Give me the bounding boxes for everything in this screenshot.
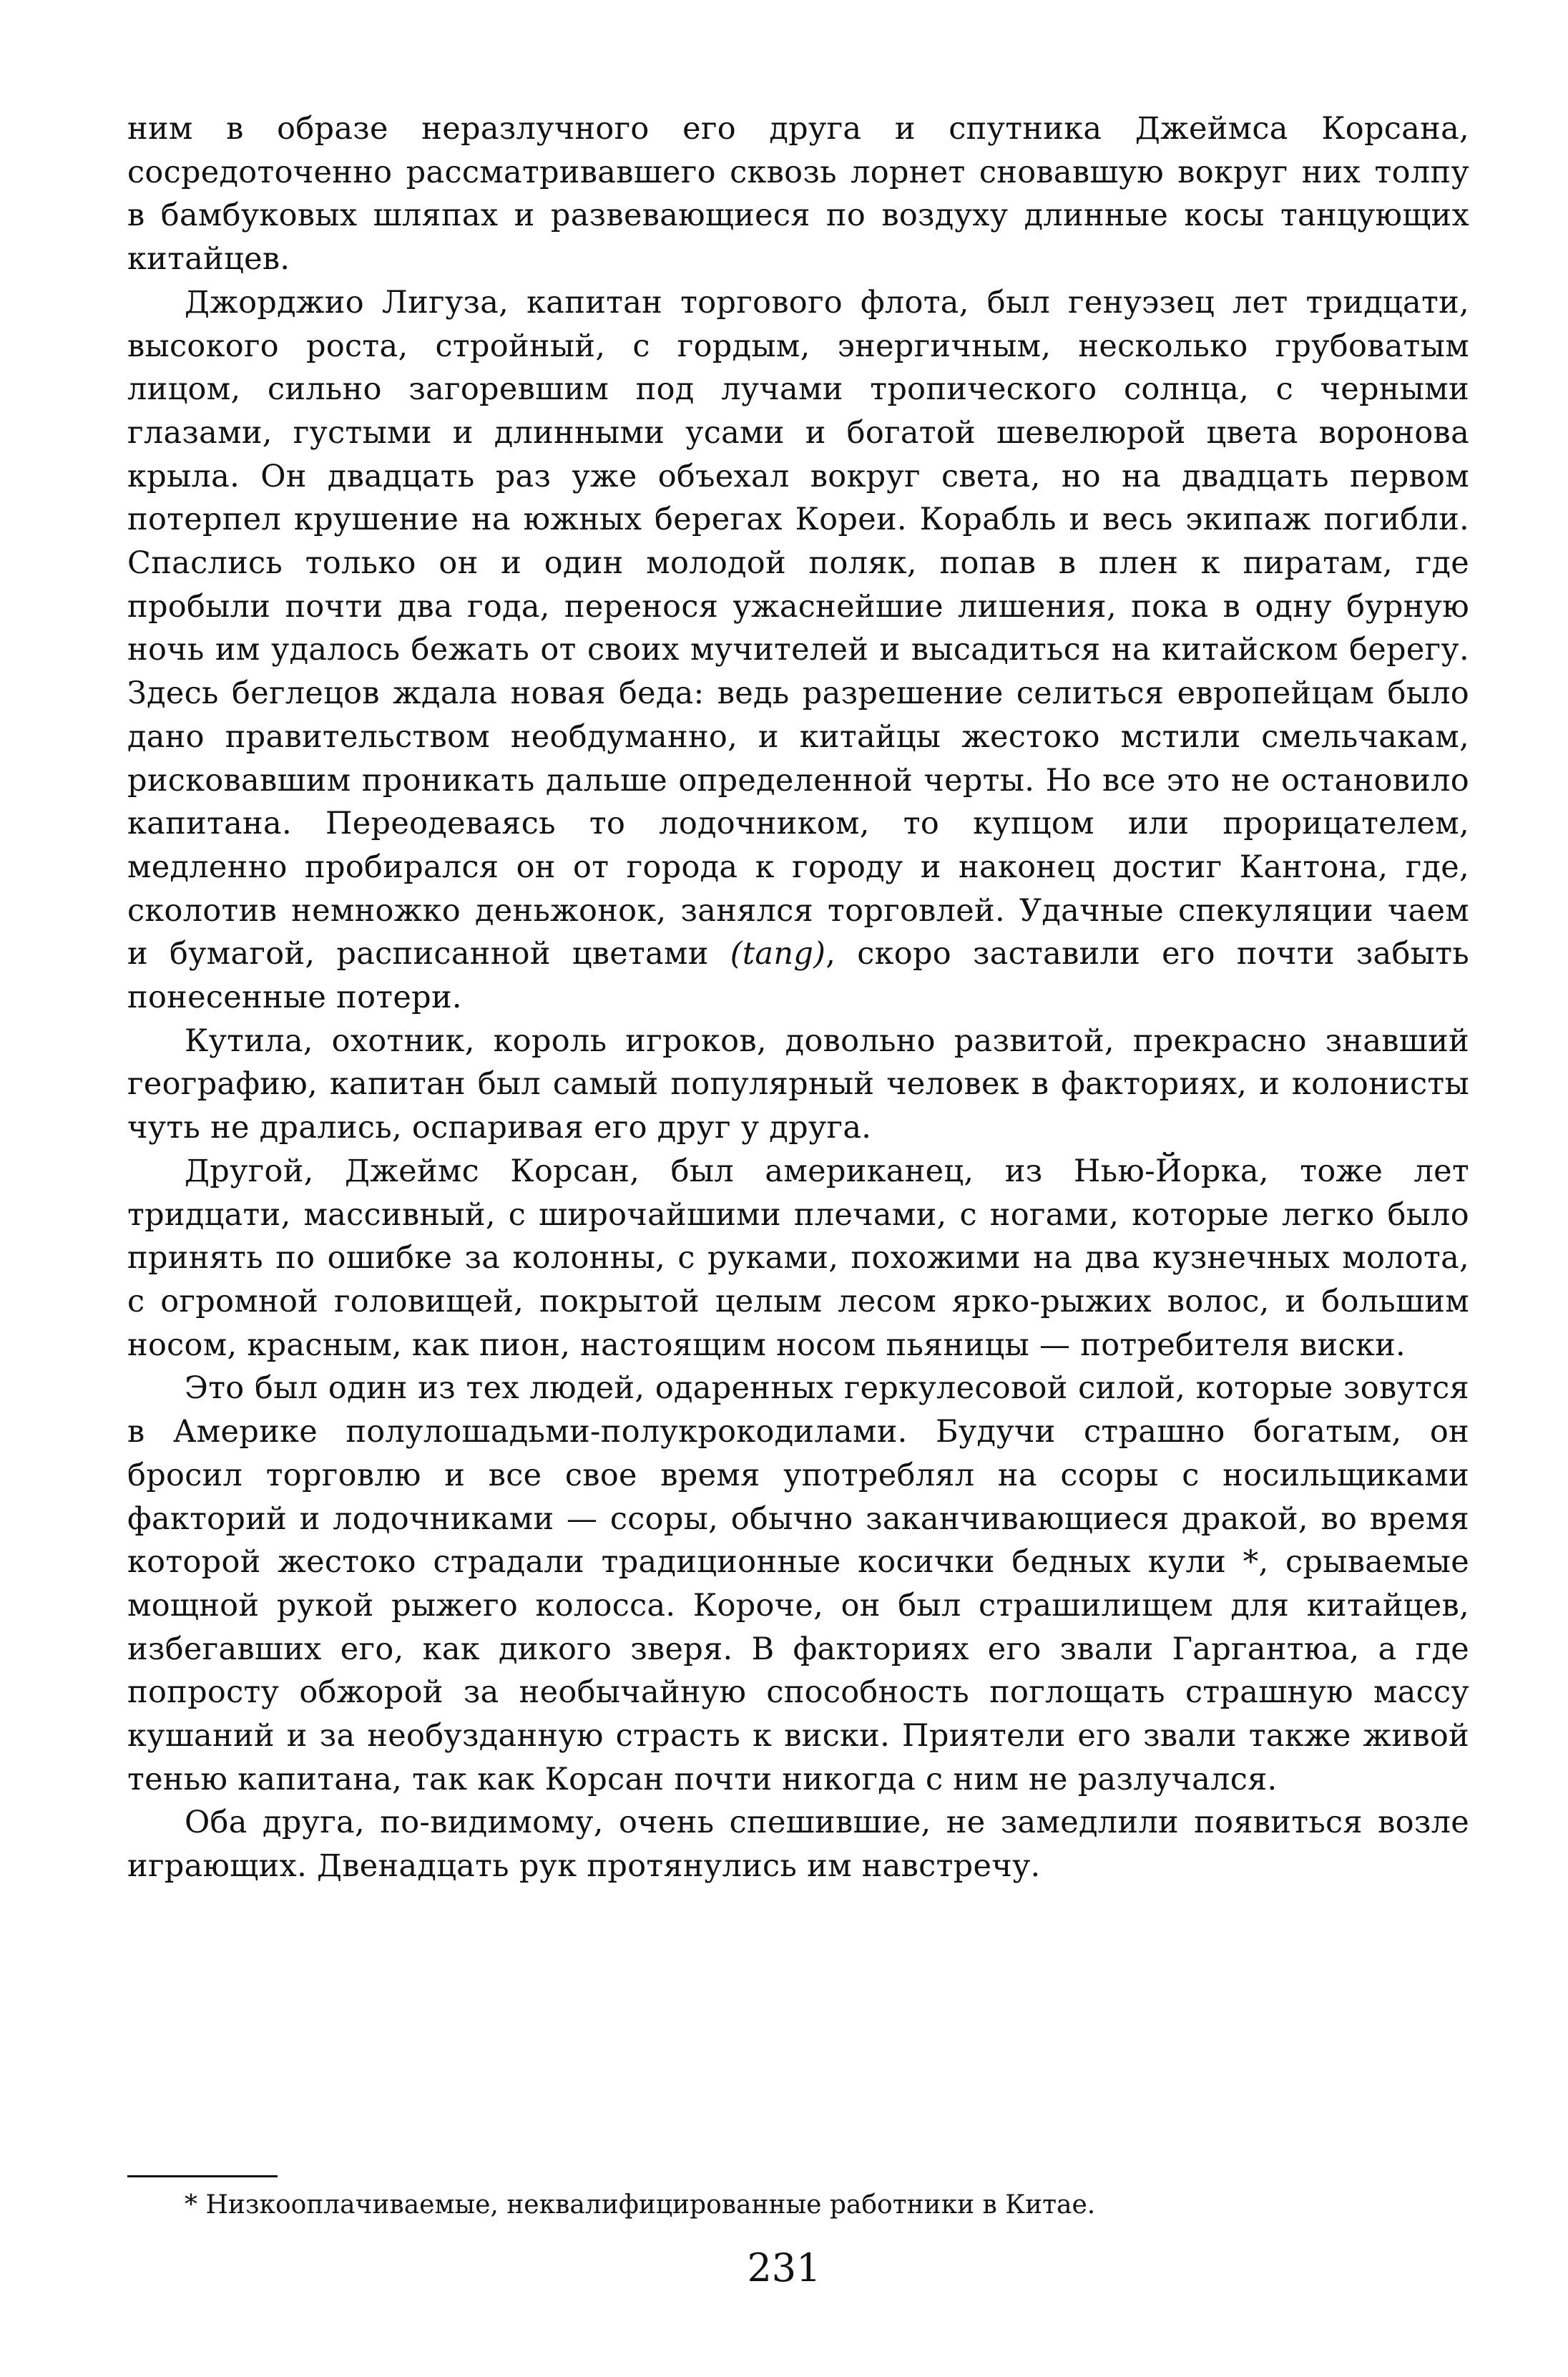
paragraph-1: ним в образе неразлучного его друга и спутника Джеймса Корсана, сосредоточенно рассматривавшего сквозь лорнет сновавшую вокруг них толпу в бамбуковых шляпах и развевающиеся по воздуху длинные косы танцующих китайцев. [127,111,1469,278]
paragraph-4: Другой, Джеймс Корсан, был американец, из Нью-Йорка, тоже лет тридцати, массивный, с широчайшими плечами, с ногами, которые легко было принять по ошибке за колонны, с руками, похожими на два кузнечных молота, с огромной головищей, покрытой целым лесом ярко-рыжих волос, и большим носом, красным, как пион, настоящим носом пьяницы — потребителя виски. [127,1153,1469,1363]
footnote-divider [127,2175,278,2177]
paragraph-3: Кутила, охотник, король игроков, довольно развитой, прекрасно знавший географию, капитан был самый популярный человек в факториях, и колонисты чуть не дрались, оспаривая его друг у друга. [127,1022,1469,1146]
paragraph-6: Оба друга, по-видимому, очень спешившие, не замедлили появиться возле играющих. Двенадцать рук протянулись им навстречу. [127,1805,1469,1885]
paragraph-2-before: Джорджио Лигуза, капитан торгового флота, был генуэзец лет тридцати, высокого роста, стройный, с гордым, энергичным, несколько грубоватым лицом, сильно загоревшим под лучами тропического солнца, с черными глазами, густыми и длинными усами и богатой шевелюрой цвета воронова крыла. Он двадцать раз уже объехал вокруг света, но на двадцать первом потерпел крушение на южных берегах Кореи. Корабль и весь экипаж погибли. Спаслись только он и один молодой поляк, попав в плен к пиратам, где пробыли почти два года, перенося ужаснейшие лишения, пока в одну бурную ночь им удалось бежать от своих мучителей и высадиться на китайском берегу. Здесь беглецов ждала новая беда: ведь разрешение селиться европейцам было дано правительством необдуманно, и китайцы жестоко мстили смельчакам, рисковавшим проникать дальше определенной черты. Но все это не остановило капитана. Переодеваясь то лодочником, то купцом или прорицателем, медленно пробирался он от города к городу и наконец достиг Кантона, где, сколотив немножко деньжонок, занялся торговлей. Удачные спекуляции чаем и бумагой, расписанной цветами [127,284,1469,972]
page-number: 231 [747,2245,821,2290]
paragraph-2-after: , скоро заставили его почти забыть понесенные потери. [127,936,1469,1016]
paragraph-5: Это был один из тех людей, одаренных геркулесовой силой, которые зовутся в Америке полулошадьми-полукрокодилами. Будучи страшно богатым, он бросил торговлю и все свое время употреблял на ссоры с носильщиками факторий и лодочниками — ссоры, обычно заканчивающиеся дракой, во время которой жестоко страдали традиционные косички бедных кули *, срываемые мощной рукой рыжего колосса. Короче, он был страшилищем для китайцев, избегавших его, как дикого зверя. В факториях его звали Гаргантюа, а где попросту обжорой за необычайную способность поглощать страшную массу кушаний и за необузданную страсть к виски. Приятели его звали также живой тенью капитана, так как Корсан почти никогда с ним не разлучался. [127,1370,1469,1797]
paragraph-2 [127,281,1469,1020]
main-text [127,107,1469,1888]
footnote: * Низкооплачиваемые, неквалифицированные работники в Китае. [185,2190,1096,2220]
paragraph-2-italic: (tang) [730,936,826,972]
